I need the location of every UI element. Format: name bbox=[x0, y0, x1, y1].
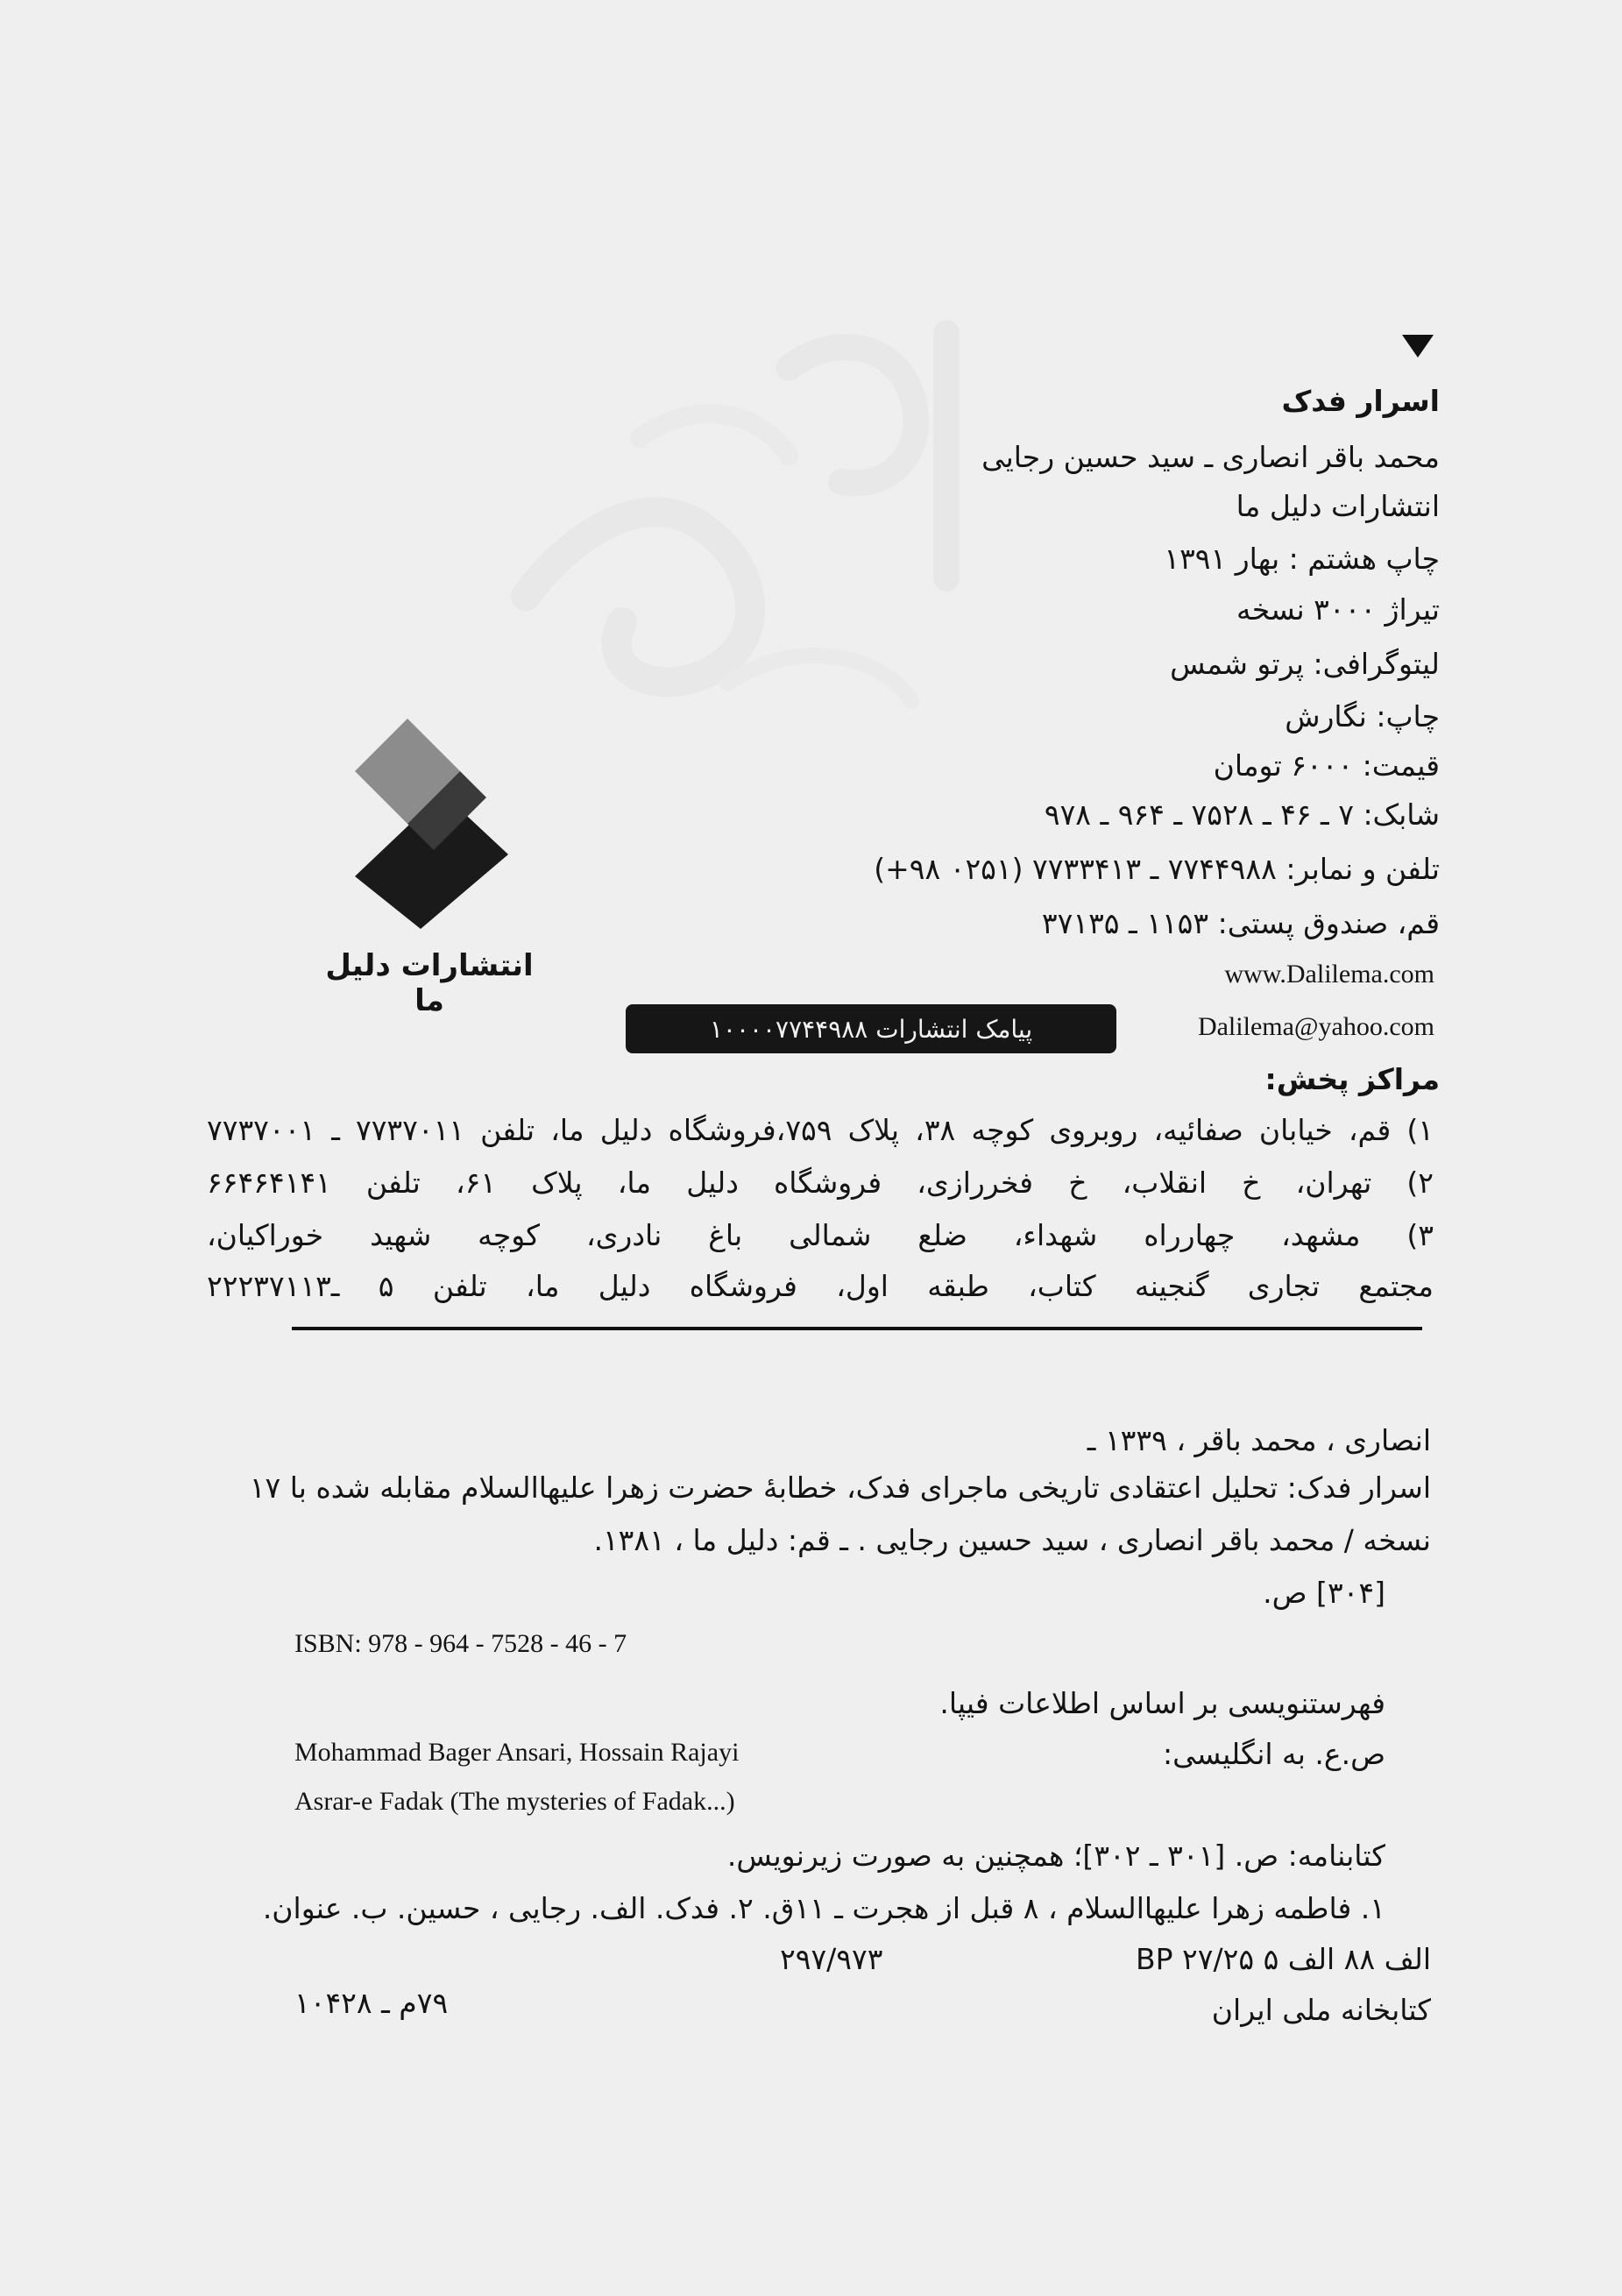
phone-fax: تلفن و نمابر: ۷۷۴۴۹۸۸ ـ ۷۷۳۳۴۱۳ (۰۲۵۱ ۹۸+) bbox=[874, 852, 1440, 886]
distribution-line-2: ۲) تهران، خ انقلاب، خ فخررازی، فروشگاه دلیل ما، پلاک ۶۱، تلفن ۶۶۴۶۴۱۴۱ bbox=[207, 1166, 1434, 1200]
catalog-subjects: ۱. فاطمه زهرا علیهاالسلام ، ۸ قبل از هجرت ـ ۱۱ق. ۲. فدک. الف. رجایی ، حسین. ب. عنوان. bbox=[262, 1891, 1385, 1925]
section-divider bbox=[292, 1327, 1422, 1330]
catalog-library-number: ۷۹م ـ ۱۰۴۲۸ bbox=[294, 1986, 449, 2020]
authors: محمد باقر انصاری ـ سید حسین رجایی bbox=[981, 440, 1440, 474]
catalog-title-line-2: نسخه / محمد باقر انصاری ، سید حسین رجایی . ـ قم: دلیل ما ، ۱۳۸۱. bbox=[593, 1523, 1431, 1557]
logo-text: انتشارات دلیل ما bbox=[325, 948, 534, 1018]
catalog-english-title: Asrar-e Fadak (The mysteries of Fadak...) bbox=[294, 1787, 735, 1816]
catalog-pages: [۳۰۴] ص. bbox=[1263, 1576, 1385, 1610]
po-box: قم، صندوق پستی: ۱۱۵۳ ـ ۳۷۱۳۵ bbox=[1041, 906, 1440, 940]
email-link[interactable]: Dalilema@yahoo.com bbox=[1197, 1012, 1434, 1041]
catalog-english-label: ص.ع. به انگلیسی: bbox=[1163, 1737, 1385, 1771]
website-link[interactable]: www.Dalilema.com bbox=[1224, 960, 1434, 989]
distribution-heading: مراکز پخش: bbox=[1264, 1062, 1440, 1096]
catalog-bibliography: کتابنامه: ص. [۳۰۱ ـ ۳۰۲]؛ همچنین به صورت زیرنویس. bbox=[726, 1839, 1385, 1873]
circulation: تیراژ ۳۰۰۰ نسخه bbox=[1236, 592, 1440, 627]
publisher: انتشارات دلیل ما bbox=[1236, 489, 1440, 523]
price: قیمت: ۶۰۰۰ تومان bbox=[1213, 748, 1440, 783]
calligraphy-watermark bbox=[421, 263, 1104, 789]
distribution-line-3: ۳) مشهد، چهارراه شهداء، ضلع شمالی باغ نادری، کوچه شهید خوراکیان، bbox=[207, 1218, 1434, 1252]
catalog-library: کتابخانه ملی ایران bbox=[1211, 1993, 1431, 2027]
catalog-title-line-1: اسرار فدک: تحلیل اعتقادی تاریخی ماجرای فدک، خطابهٔ حضرت زهرا علیهاالسلام مقابله شده با ۱۷ bbox=[249, 1470, 1431, 1505]
catalog-classification: BP ۲۷/۲۵ الف ۸۸ الف ۵ bbox=[1136, 1942, 1431, 1976]
sms-box bbox=[626, 1004, 1116, 1053]
catalog-fipa-note: فهرستنویسی بر اساس اطلاعات فیپا. bbox=[939, 1686, 1385, 1720]
catalog-dewey: ۲۹۷/۹۷۳ bbox=[780, 1942, 883, 1976]
isbn-persian: شابک: ۷ ـ ۴۶ ـ ۷۵۲۸ ـ ۹۶۴ ـ ۹۷۸ bbox=[1044, 797, 1440, 832]
distribution-line-1: ۱) قم، خیابان صفائیه، روبروی کوچه ۳۸، پلاک ۷۵۹،فروشگاه دلیل ما، تلفن ۷۷۳۷۰۱۱ ـ ۷۷۳۷۰۰۱ bbox=[207, 1113, 1434, 1147]
sms-text: پیامک انتشارات ۱۰۰۰۰۷۷۴۴۹۸۸ bbox=[709, 1014, 1033, 1044]
catalog-english-authors: Mohammad Bager Ansari, Hossain Rajayi bbox=[294, 1738, 740, 1767]
catalog-author-entry: انصاری ، محمد باقر ، ۱۳۳۹ ـ bbox=[1087, 1423, 1431, 1457]
triangle-marker-icon bbox=[1402, 335, 1434, 358]
distribution-line-4: مجتمع تجاری گنجینه کتاب، طبقه اول، فروشگاه دلیل ما، تلفن ۵ ـ۲۲۲۳۷۱۱۳ bbox=[207, 1269, 1434, 1303]
lithography: لیتوگرافی: پرتو شمس bbox=[1170, 647, 1440, 681]
edition: چاپ هشتم : بهار ۱۳۹۱ bbox=[1164, 542, 1440, 576]
book-title: اسرار فدک bbox=[1281, 384, 1440, 418]
printing: چاپ: نگارش bbox=[1285, 699, 1440, 733]
publisher-logo bbox=[355, 719, 530, 929]
catalog-isbn: ISBN: 978 - 964 - 7528 - 46 - 7 bbox=[294, 1629, 627, 1658]
